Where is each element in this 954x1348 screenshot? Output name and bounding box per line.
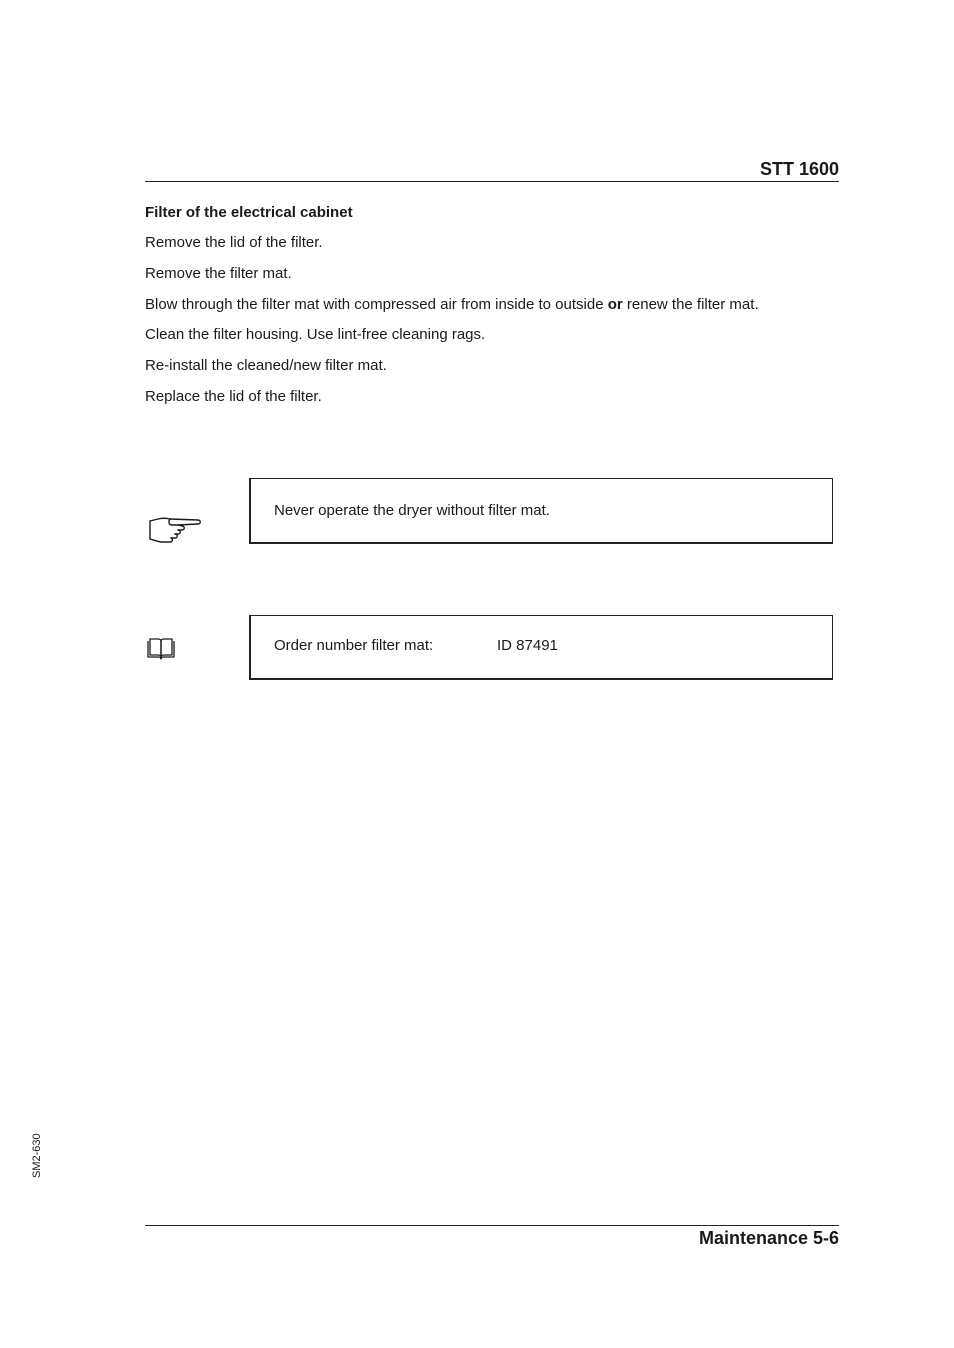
note-text: Never operate the dryer without filter mat. bbox=[274, 502, 550, 519]
footer-rule bbox=[145, 1225, 839, 1226]
step-blow-or-renew bbox=[145, 296, 759, 314]
document-code: SM2-630 bbox=[31, 1133, 43, 1178]
header-rule bbox=[145, 181, 839, 182]
section-heading: Filter of the electrical cabinet bbox=[145, 204, 353, 221]
pointing-hand-icon bbox=[148, 514, 204, 546]
document-title: STT 1600 bbox=[759, 159, 839, 179]
order-number-label: Order number filter mat: bbox=[274, 637, 434, 654]
page-footer-title: Maintenance 5-6 bbox=[698, 1228, 839, 1248]
step-replace-lid: Replace the lid of the filter. bbox=[145, 388, 322, 405]
book-icon bbox=[146, 638, 176, 660]
step-remove-mat: Remove the filter mat. bbox=[145, 265, 292, 282]
step-clean-housing: Clean the filter housing. Use lint-free cleaning rags. bbox=[145, 326, 486, 343]
step-reinstall-mat: Re-install the cleaned/new filter mat. bbox=[145, 357, 387, 374]
order-number-value: ID 87491 bbox=[497, 637, 558, 654]
step-text: renew the filter mat. bbox=[622, 296, 759, 313]
note-box bbox=[249, 478, 833, 544]
step-remove-lid: Remove the lid of the filter. bbox=[145, 234, 323, 251]
step-emphasis: or bbox=[607, 296, 623, 313]
order-number-box bbox=[249, 615, 833, 680]
step-text: Blow through the filter mat with compressed air from inside to outside bbox=[145, 296, 608, 313]
